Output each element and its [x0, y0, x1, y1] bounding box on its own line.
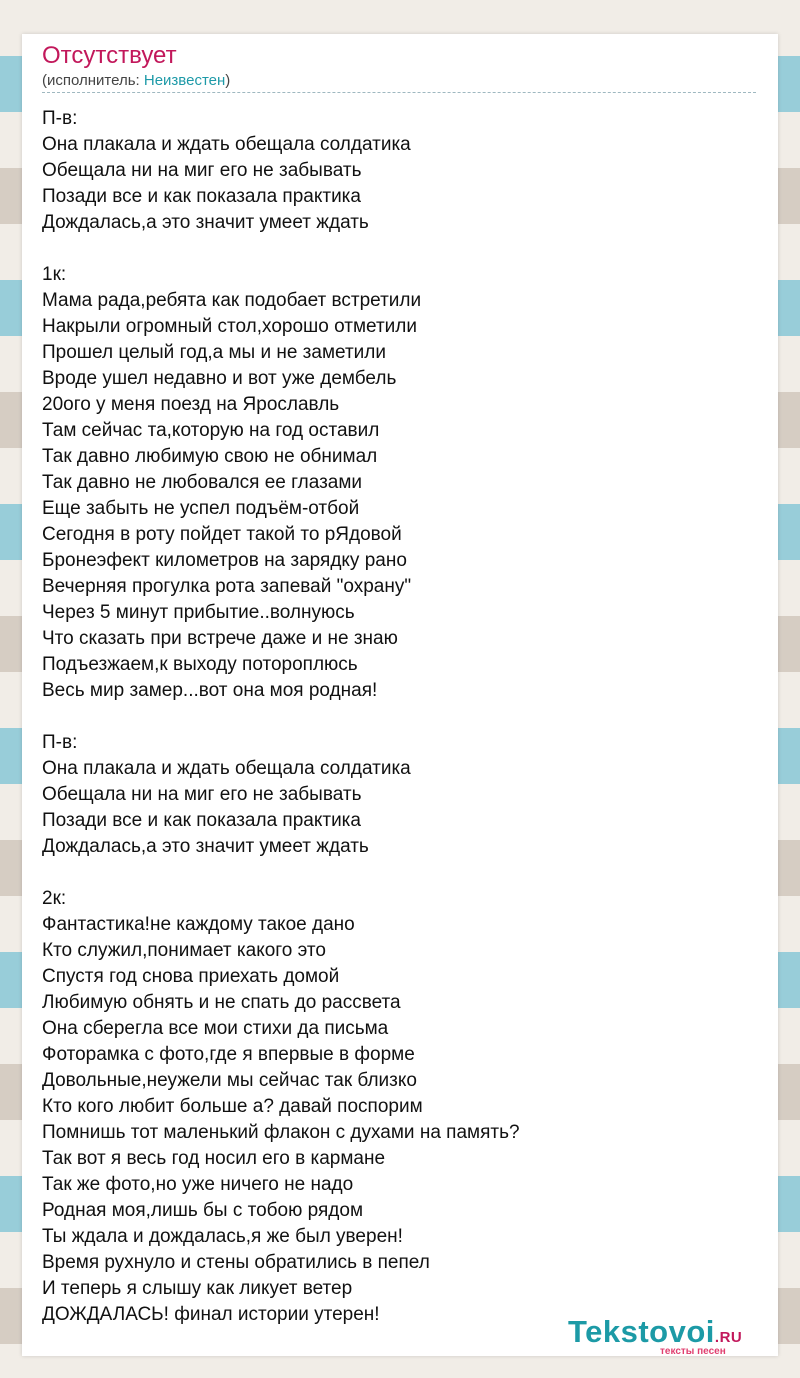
song-title: Отсутствует	[42, 42, 177, 69]
logo-tagline: тексты песен	[660, 1346, 726, 1357]
lyrics-line: Родная моя,лишь бы с тобою рядом	[42, 1200, 364, 1221]
lyrics-line: Фантастика!не каждому такое дано	[42, 914, 355, 935]
lyrics-line: Так вот я весь год носил его в кармане	[42, 1148, 386, 1169]
artist-suffix: )	[225, 72, 231, 89]
lyrics-line: Позади все и как показала практика	[42, 810, 361, 831]
lyrics-line: Кто служил,понимает какого это	[42, 940, 326, 961]
lyrics-line: Ты ждала и дождалась,я же был уверен!	[42, 1226, 403, 1247]
lyrics-line: Так же фото,но уже ничего не надо	[42, 1174, 354, 1195]
lyrics-line: Через 5 минут прибытие..волнуюсь	[42, 602, 355, 623]
lyrics-line: Дождалась,а это значит умеет ждать	[42, 836, 369, 857]
lyrics-line: П-в:	[42, 108, 78, 129]
lyrics-line: Вечерняя прогулка рота запевай "охрану"	[42, 576, 412, 597]
logo-wordmark	[568, 1314, 742, 1350]
lyrics-line: Дождалась,а это значит умеет ждать	[42, 212, 369, 233]
lyrics-line: Мама рада,ребята как подобает встретили	[42, 290, 422, 311]
lyrics-line: 1к:	[42, 264, 67, 285]
lyrics-line: Прошел целый год,а мы и не заметили	[42, 342, 386, 363]
artist-prefix: (исполнитель:	[42, 72, 144, 89]
lyrics-line: П-в:	[42, 732, 78, 753]
lyrics-line: Позади все и как показала практика	[42, 186, 361, 207]
lyrics-line: Она сберегла все мои стихи да письма	[42, 1018, 389, 1039]
lyrics-line: Так давно любимую свою не обнимал	[42, 446, 378, 467]
lyrics-line: Подъезжаем,к выходу потороплюсь	[42, 654, 358, 675]
lyrics-line: Что сказать при встрече даже и не знаю	[42, 628, 398, 649]
title-divider	[42, 92, 756, 93]
lyrics-line: Спустя год снова приехать домой	[42, 966, 340, 987]
lyrics-line: 2к:	[42, 888, 67, 909]
lyrics-line: Там сейчас та,которую на год оставил	[42, 420, 380, 441]
lyrics-line: Фоторамка с фото,где я впервые в форме	[42, 1044, 415, 1065]
lyrics-line: Она плакала и ждать обещала солдатика	[42, 758, 411, 779]
lyrics-line: Весь мир замер...вот она моя родная!	[42, 680, 378, 701]
lyrics-line: И теперь я слышу как ликует ветер	[42, 1278, 353, 1299]
lyrics-line: Кто кого любит больше а? давай поспорим	[42, 1096, 423, 1117]
lyrics-line: Бронеэфект километров на зарядку рано	[42, 550, 407, 571]
lyrics-line: Обещала ни на миг его не забывать	[42, 160, 362, 181]
lyrics-line: Накрыли огромный стол,хорошо отметили	[42, 316, 417, 337]
lyrics-line: Она плакала и ждать обещала солдатика	[42, 134, 411, 155]
lyrics-card	[22, 34, 778, 1356]
lyrics-line: Еще забыть не успел подъём-отбой	[42, 498, 360, 519]
lyrics-line: Любимую обнять и не спать до рассвета	[42, 992, 401, 1013]
site-logo[interactable]	[568, 1314, 778, 1356]
lyrics-text	[42, 106, 756, 1328]
logo-tld: .RU	[714, 1329, 743, 1346]
lyrics-line: Так давно не любовался ее глазами	[42, 472, 363, 493]
logo-main-text: Tekstovoi	[568, 1314, 715, 1349]
lyrics-line: Довольные,неужели мы сейчас так близко	[42, 1070, 417, 1091]
lyrics-line: 20ого у меня поезд на Ярославль	[42, 394, 340, 415]
lyrics-line: Сегодня в роту пойдет такой то рЯдовой	[42, 524, 402, 545]
lyrics-line: Вроде ушел недавно и вот уже дембель	[42, 368, 397, 389]
artist-link[interactable]: Неизвестен	[143, 72, 226, 89]
lyrics-line: Помнишь тот маленький флакон с духами на память?	[42, 1122, 520, 1143]
lyrics-line: ДОЖДАЛАСЬ! финал истории утерен!	[42, 1304, 380, 1325]
lyrics-blank-line	[42, 704, 756, 730]
artist-line	[42, 72, 230, 89]
lyrics-blank-line	[42, 236, 756, 262]
lyrics-line: Время рухнуло и стены обратились в пепел	[42, 1252, 430, 1273]
lyrics-line: Обещала ни на миг его не забывать	[42, 784, 362, 805]
lyrics-blank-line	[42, 860, 756, 886]
